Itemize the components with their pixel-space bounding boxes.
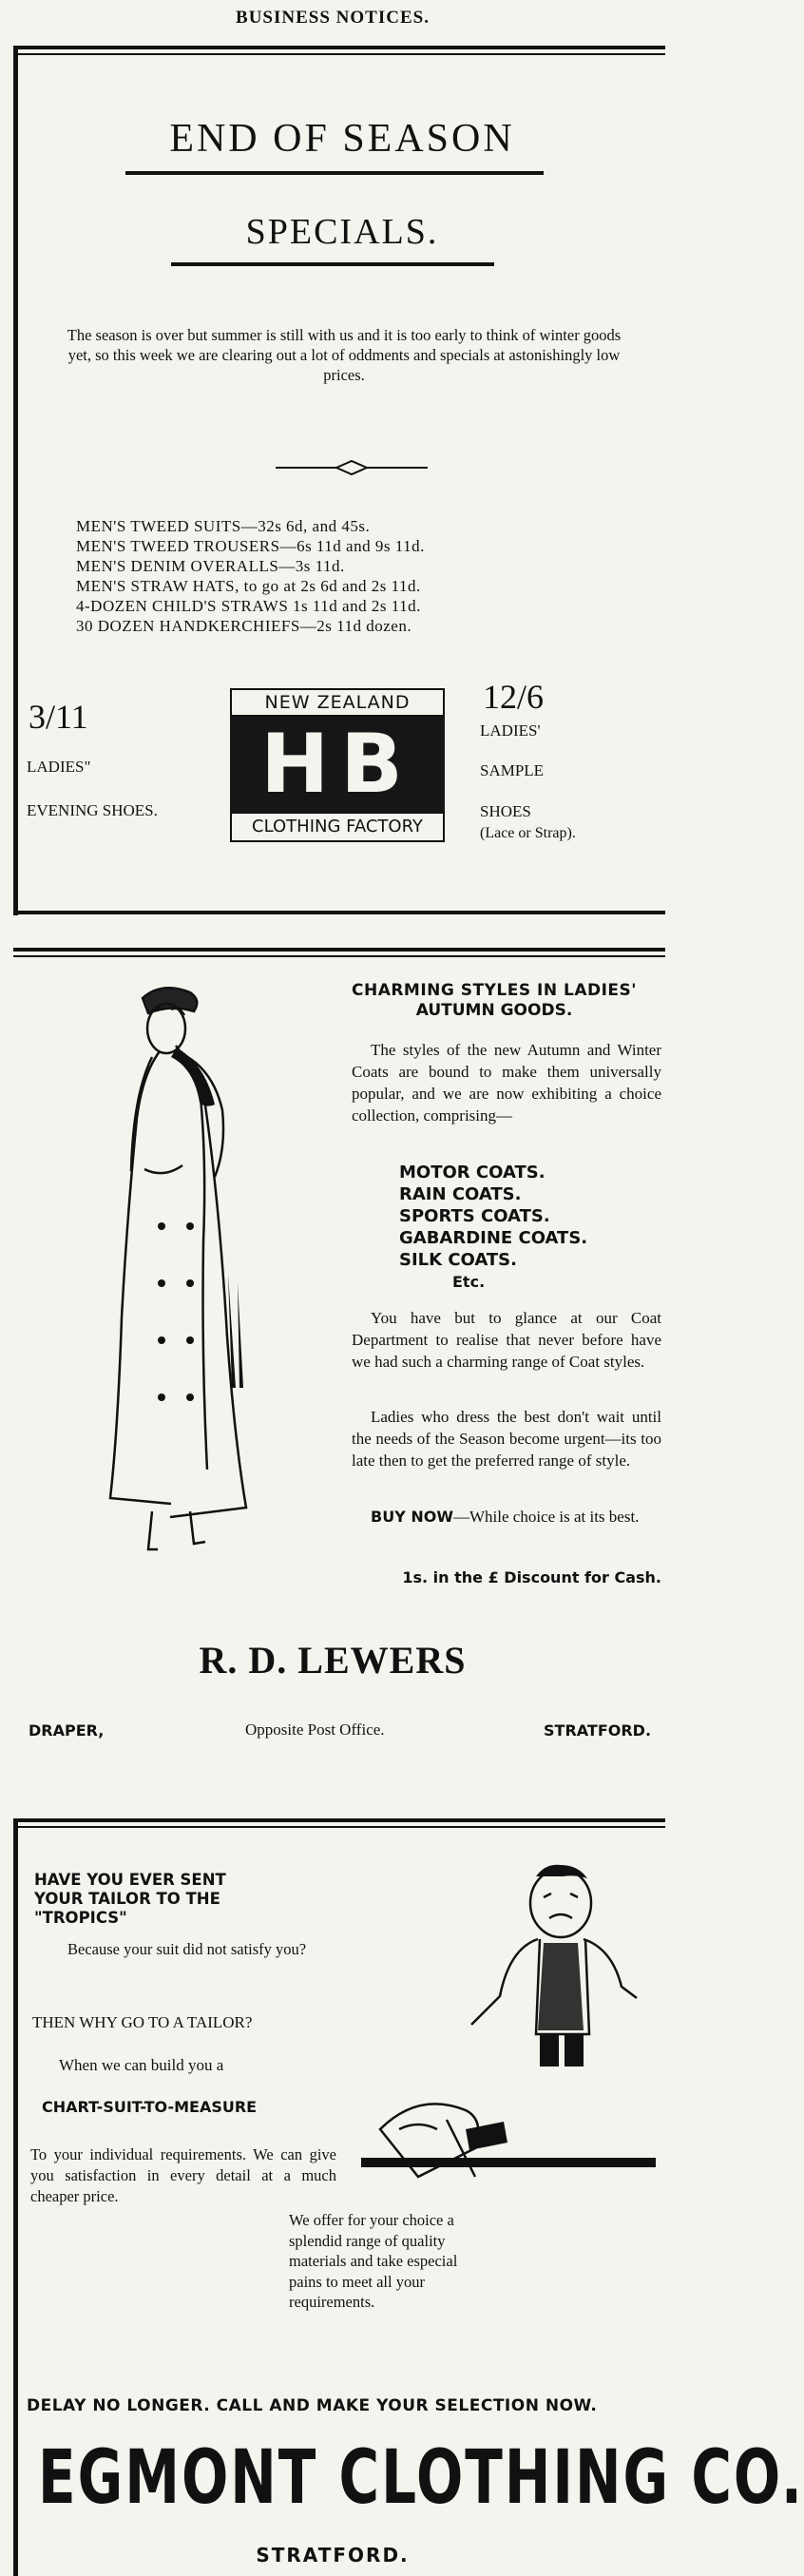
ad2-store-name: R. D. LEWERS: [199, 1639, 467, 1682]
ad2-footer-right: STRATFORD.: [544, 1721, 652, 1740]
hb-logo-bottom-label: CLOTHING FACTORY: [230, 812, 445, 842]
ad1-bottom-rule: [13, 911, 665, 914]
ad2-top-rule: [13, 948, 665, 952]
list-item: MEN'S TWEED TROUSERS—6s 11d and 9s 11d.: [76, 537, 425, 555]
ad2-top-rule-thin: [13, 955, 665, 957]
ad1-headline-underline-1: [125, 171, 544, 175]
ad3-when-we: When we can build you a: [59, 2056, 224, 2074]
ad3-requirements: To your individual requirements. We can give you satisfaction in every detail at a much cheaper price.: [30, 2145, 336, 2205]
list-item: Etc.: [452, 1273, 486, 1291]
ad3-store-name: EGMONT CLOTHING CO.: [38, 2433, 804, 2521]
ad1-price-list: [76, 516, 425, 636]
ad2-para-1: The styles of the new Autumn and Winter Coats are bound to make them universally popular, and we are now exhibiting a choice collection, comprising—: [352, 1041, 661, 1125]
ad1-left-border: [13, 46, 18, 915]
distressed-man-illustration-icon: [456, 1863, 656, 2072]
ad2-para-2: You have but to glance at our Coat Department to realise that never before have we had such a charming range of Coat styles.: [352, 1309, 661, 1371]
ad3-because: Because your suit did not satisfy you?: [67, 1940, 307, 1958]
ad1-headline-underline-2: [171, 262, 494, 266]
ad1-left-line1: LADIES": [27, 758, 91, 776]
ad3-offer: We offer for your choice a splendid range of quality materials and take especial pains to meet all your requirements.: [289, 2211, 458, 2311]
ad1-left-price: 3/11: [29, 698, 88, 736]
list-item: 30 DOZEN HANDKERCHIEFS—2s 11d dozen.: [76, 617, 412, 635]
ad1-right-price: 12/6: [483, 678, 545, 716]
ad2-discount: 1s. in the £ Discount for Cash.: [402, 1568, 661, 1586]
list-item: SILK COATS.: [399, 1250, 517, 1270]
ad2-heading-1: CHARMING STYLES IN LADIES': [351, 981, 637, 1000]
ad1-headline-2: SPECIALS.: [245, 212, 439, 252]
ad1-left-line2: EVENING SHOES.: [27, 801, 158, 819]
ornament-divider-icon: [276, 460, 428, 475]
ad3-then-why: THEN WHY GO TO A TAILOR?: [32, 2013, 253, 2031]
hb-logo-top-label: NEW ZEALAND: [230, 688, 445, 717]
list-item: MEN'S DENIM OVERALLS—3s 11d.: [76, 557, 345, 575]
list-item: 4-DOZEN CHILD'S STRAWS 1s 11d and 2s 11d.: [76, 597, 421, 615]
ad3-left-border: [13, 1818, 18, 2576]
ad1-intro: The season is over but summer is still with us and it is too early to think of winter goods yet, so this week we are clearing out a lot of oddments and specials at astonishingly low prices.: [67, 326, 622, 384]
page-header: BUSINESS NOTICES.: [236, 8, 430, 28]
ad1-right-line3: SHOES: [480, 802, 531, 820]
ad2-heading-2: AUTUMN GOODS.: [415, 1001, 573, 1020]
ad2-footer-left: DRAPER,: [29, 1721, 105, 1740]
ad3-question: HAVE YOU EVER SENT YOUR TAILOR TO THE "TROPICS": [34, 1871, 226, 1927]
ad2-footer-center: Opposite Post Office.: [245, 1721, 385, 1739]
buy-now-label: BUY NOW: [371, 1508, 453, 1526]
list-item: MEN'S TWEED SUITS—32s 6d, and 45s.: [76, 517, 371, 535]
discarded-suit-illustration-icon: [361, 2072, 656, 2186]
ad3-top-rule-thin: [13, 1826, 665, 1828]
list-item: RAIN COATS.: [399, 1184, 522, 1204]
list-item: SPORTS COATS.: [399, 1206, 550, 1226]
hb-logo-letters: HB: [230, 717, 445, 812]
list-item: MEN'S STRAW HATS, to go at 2s 6d and 2s 11d.: [76, 577, 421, 595]
list-item: GABARDINE COATS.: [399, 1228, 588, 1248]
ad1-top-rule-thin: [13, 53, 665, 55]
ad1-right-line1: LADIES': [480, 721, 541, 740]
ad1-right-line4: (Lace or Strap).: [480, 825, 576, 841]
hb-logo: [230, 688, 445, 842]
woman-in-coat-illustration-icon: [86, 979, 295, 1606]
ad3-top-rule: [13, 1818, 665, 1822]
list-item: MOTOR COATS.: [399, 1163, 546, 1182]
ad1-headline-1: END OF SEASON: [169, 117, 515, 161]
ad3-town: STRATFORD.: [256, 2544, 410, 2566]
ad2-para-3: Ladies who dress the best don't wait until the needs of the Season become urgent—its too late then to get the preferred range of style.: [352, 1408, 661, 1470]
ad3-chart-suit: CHART-SUIT-TO-MEASURE: [42, 2098, 258, 2116]
ad1-right-line2: SAMPLE: [480, 761, 545, 779]
buy-now-text: —While choice is at its best.: [452, 1508, 640, 1526]
ad2-coat-list: [399, 1162, 587, 1293]
ad1-top-rule: [13, 46, 665, 49]
ad2-buy-now: [352, 1506, 661, 1528]
ad3-delay: DELAY NO LONGER. CALL AND MAKE YOUR SELECTION NOW.: [27, 2396, 598, 2415]
